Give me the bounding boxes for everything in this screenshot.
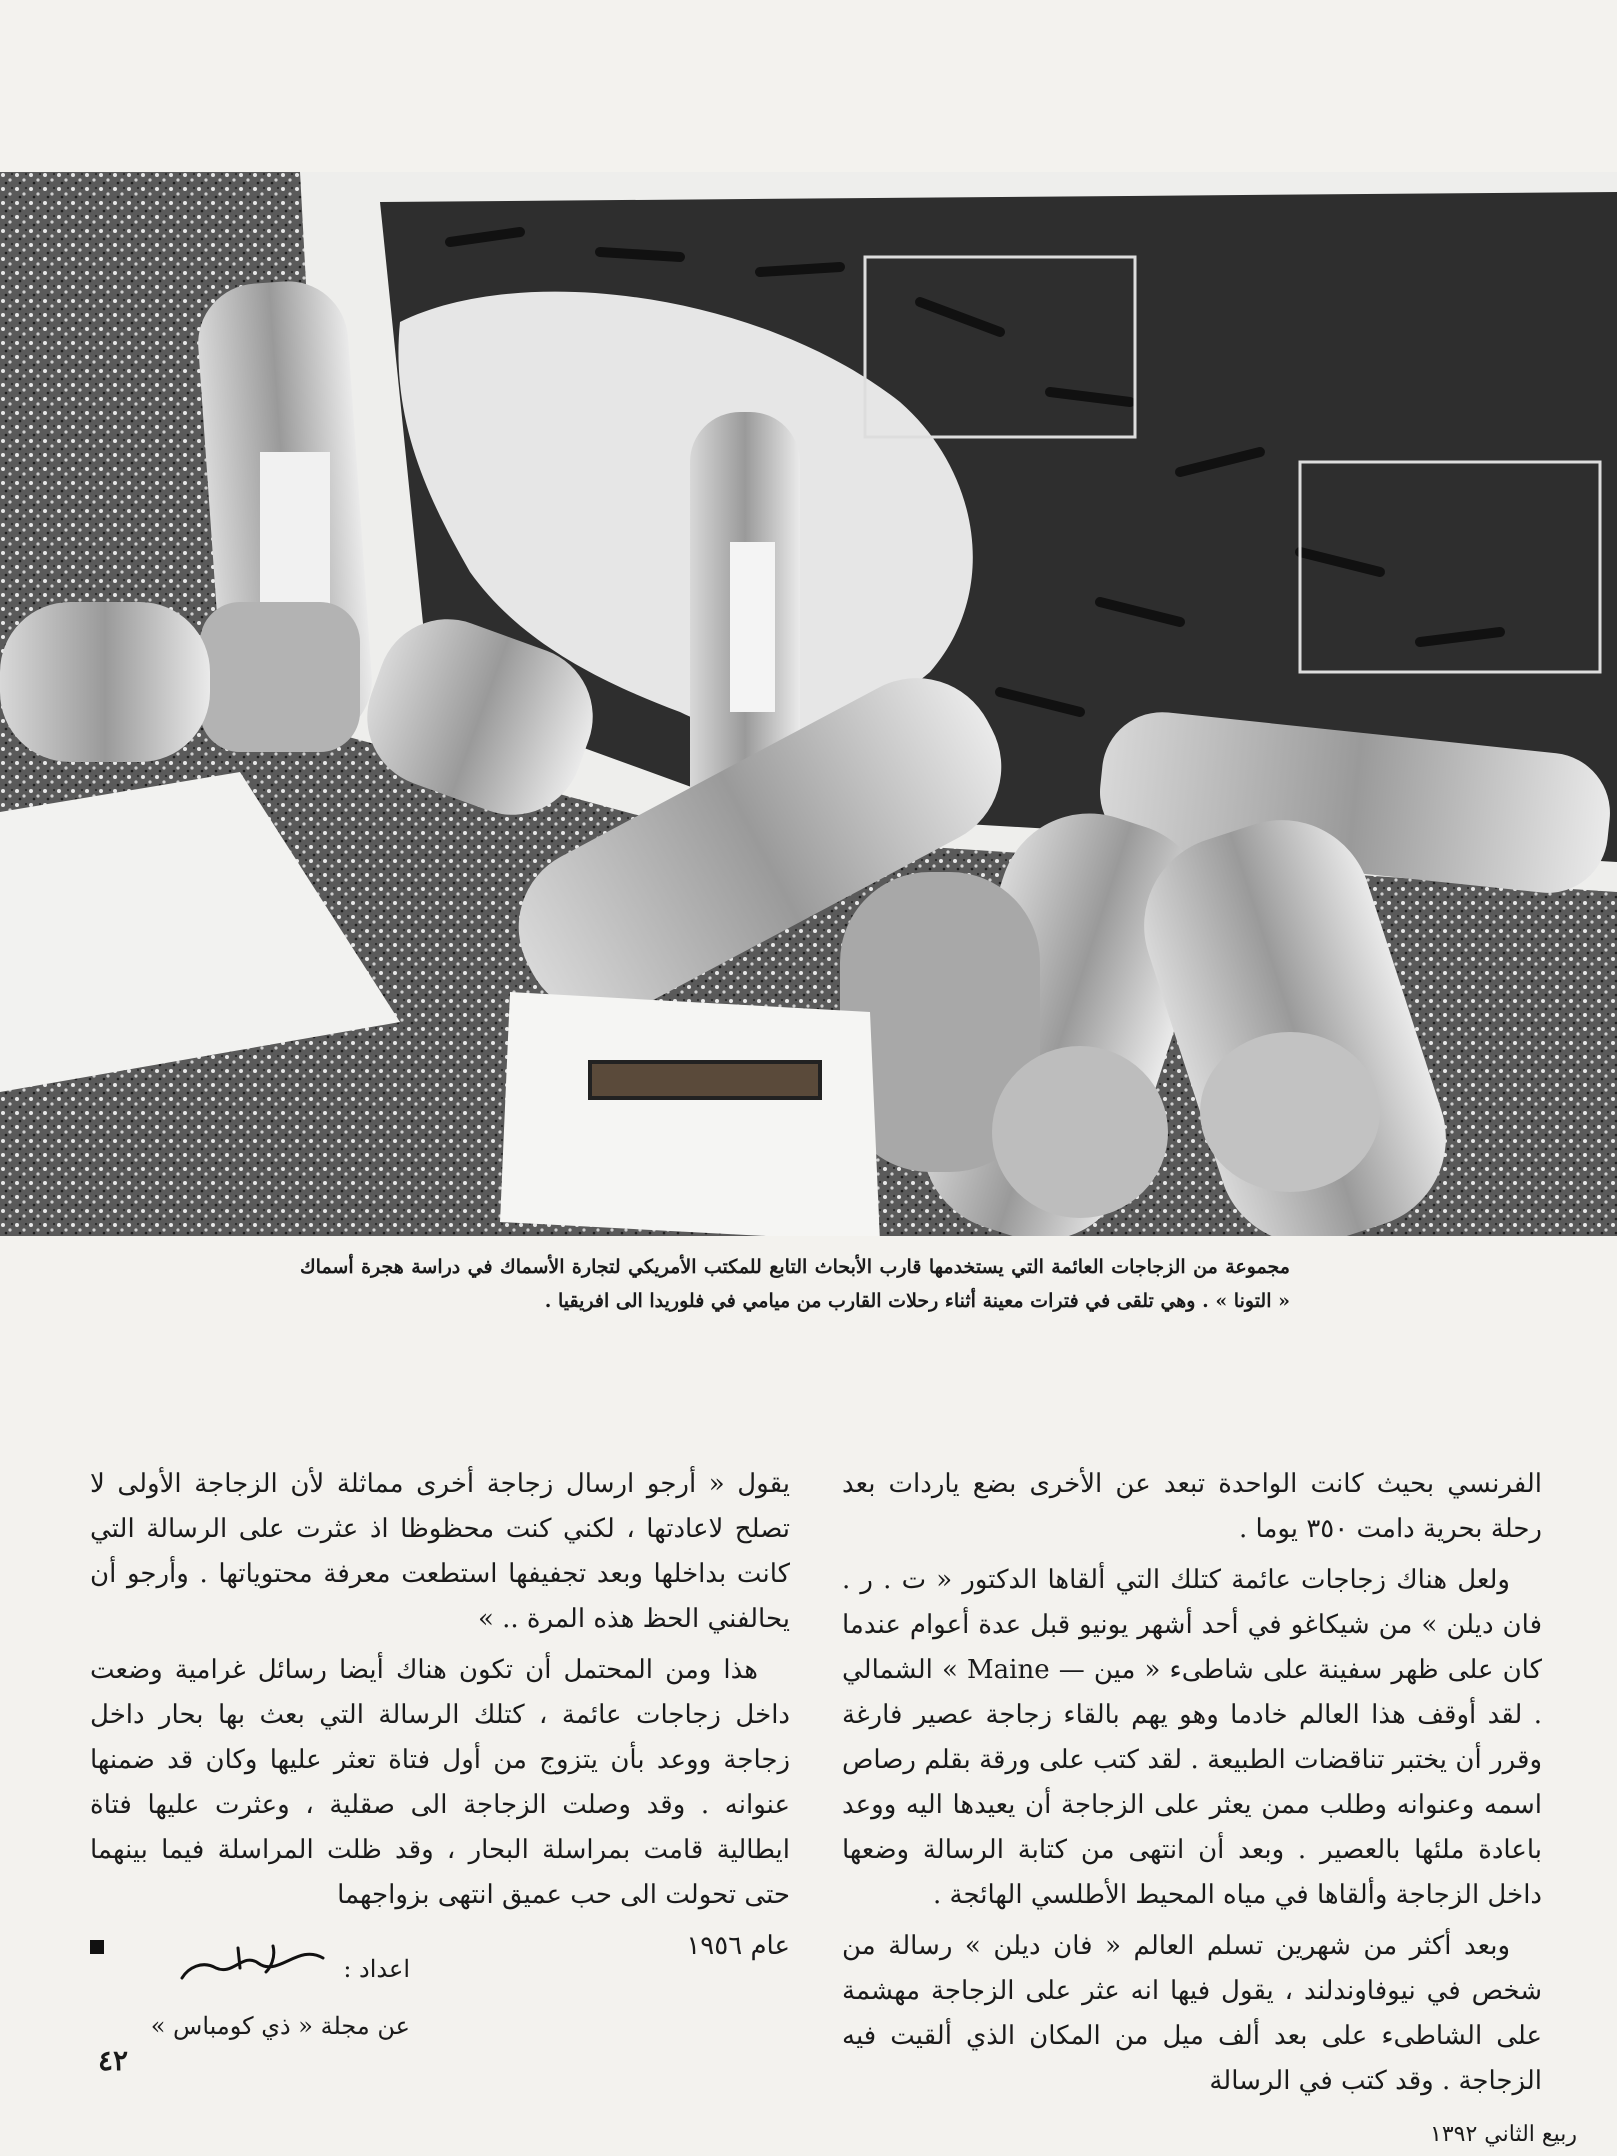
article-photo [0,172,1617,1236]
author-credit [110,1938,410,2049]
paragraph: هذا ومن المحتمل أن تكون هناك أيضا رسائل غرامية وضعت داخل زجاجات عائمة ، كتلك الرسالة التي بعث بها بحار داخل زجاجة ووعد بأن يتزوج من أول فتاة تعثر عليها وكان قد ضمنها عنوانه . وقد وصلت الزجاجة الى صقلية ، وعثرت عليها فتاة ايطالية قامت بمراسلة البحار ، وقد ظلت المراسلة فيما بينهما حتى تحولت الى حب عميق انتهى بزواجهما [90,1655,790,1910]
paragraph: وبعد أكثر من شهرين تسلم العالم « فان ديلن » رسالة من شخص في نيوفاوندلند ، يقول فيها انه عثر على الزجاجة مهشمة على الشاطىء على بعد ألف ميل من المكان الذي ألقيت فيه الزجاجة . وقد كتب في الرسالة [842,1931,1542,2096]
photo-caption: مجموعة من الزجاجات العائمة التي يستخدمها قارب الأبحاث التابع للمكتب الأمريكي لتجارة الأسماك في دراسة هجرة أسماك « التونا » . وهي تلقى في فترات معينة أثناء رحلات القارب من ميامي في فلوريدا الى افريقيا . [300,1256,1290,1312]
signature-icon [178,1938,328,1988]
article-column-left [90,1462,790,1969]
photo-bottles-on-map-icon [0,172,1617,1236]
page-number: ٤٢ [98,2044,129,2077]
end-of-article-icon [90,1940,104,1954]
article-column-right [842,1462,1542,2110]
paragraph: الفرنسي بحيث كانت الواحدة تبعد عن الأخرى بضع ياردات بعد رحلة بحرية دامت ٣٥٠ يوما . [842,1469,1542,1544]
closing-year: عام ١٩٥٦ [686,1931,790,1961]
issue-date-footer: ربيع الثاني ١٣٩٢ [1430,2122,1577,2147]
paragraph: ولعل هناك زجاجات عائمة كتلك التي ألقاها الدكتور « ت . ر . فان ديلن » من شيكاغو في أحد أشهر يونيو قبل عدة أعوام عندما كان على ظهر سفينة على شاطىء « مين — Maine » الشمالي . لقد أوقف هذا العالم خادما وهو يهم بالقاء زجاجة عصير فارغة وقرر أن يختبر تناقضات الطبيعة . لقد كتب على ورقة بقلم رصاص اسمه وعنوانه وطلب ممن يعثر على الزجاجة أن يعيدها اليه ووعد باعادة ملئها بالعصير . وبعد أن انتهى من كتابة الرسالة وضعها داخل الزجاجة وألقاها في مياه المحيط الأطلسي الهائجة . [842,1565,1542,1910]
source-line: عن مجلة « ذي كومباس » [150,2012,410,2040]
paragraph: يقول « أرجو ارسال زجاجة أخرى مماثلة لأن الزجاجة الأولى لا تصلح لاعادتها ، لكني كنت محظوظا اذ عثرت على الرسالة التي كانت بداخلها وبعد تجفيفها استطعت معرفة محتوياتها . وأرجو أن يحالفني الحظ هذه المرة .. » [90,1469,790,1634]
author-signature [178,1938,328,2003]
prepared-by-line [110,1938,410,2003]
prepared-by-label: اعداد : [343,1955,410,1983]
